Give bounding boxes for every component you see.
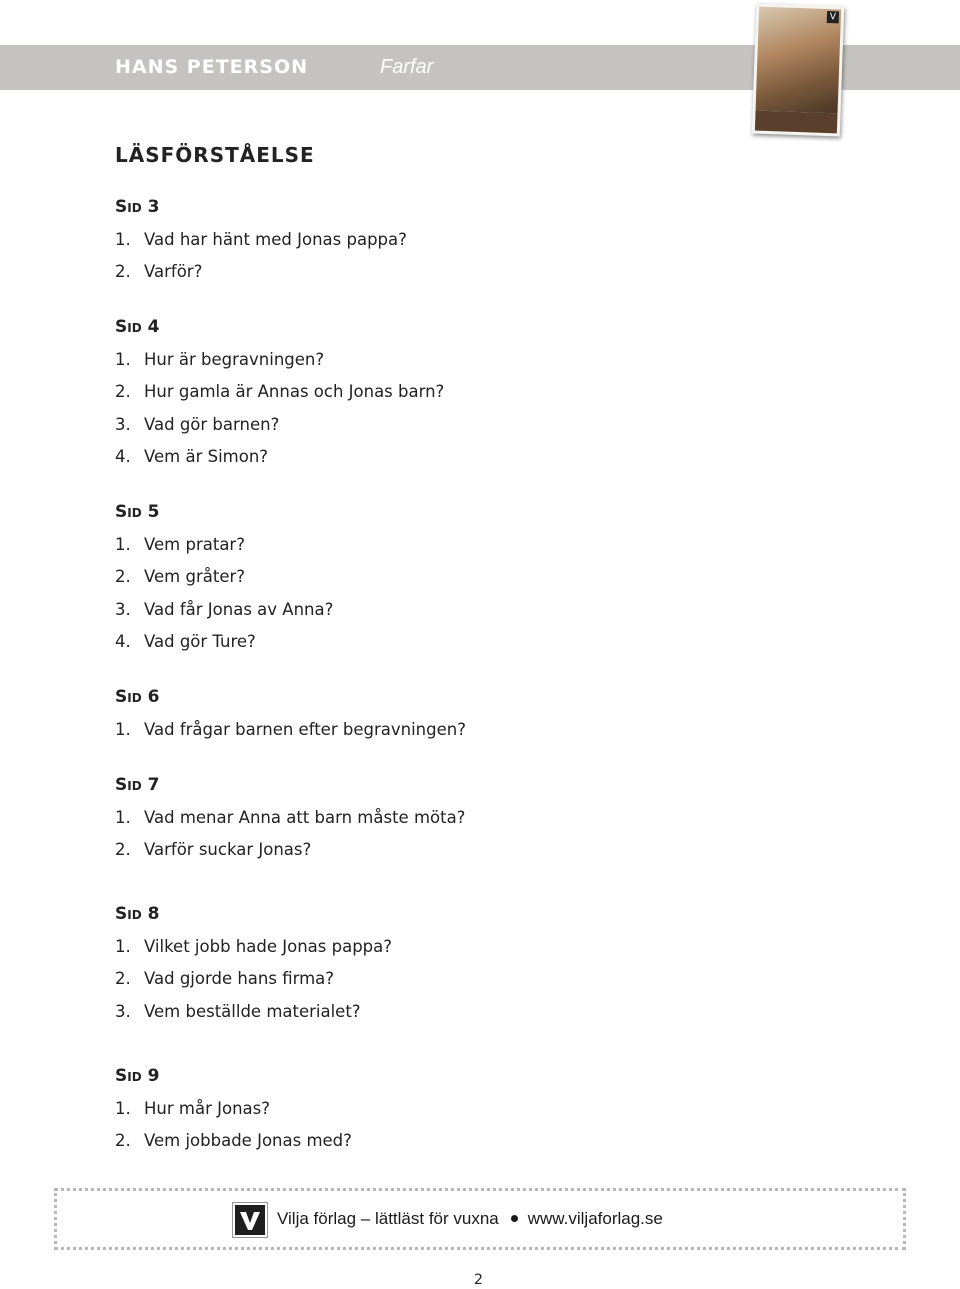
vilja-logo-icon xyxy=(233,1203,267,1237)
section-label: Sid 5 xyxy=(115,502,160,522)
question-item: 1. Hur mår Jonas? xyxy=(115,1099,270,1118)
publisher-name: Vilja förlag – lättläst för vuxna xyxy=(277,1209,499,1228)
section-label: Sid 7 xyxy=(115,775,160,795)
author-name: HANS PETERSON xyxy=(115,56,309,78)
footer-text xyxy=(277,1209,663,1229)
page-number: 2 xyxy=(474,1272,483,1288)
question-item: 2. Vad gjorde hans firma? xyxy=(115,969,335,988)
question-item: 1. Vilket jobb hade Jonas pappa? xyxy=(115,937,393,956)
question-item: 4. Vad gör Ture? xyxy=(115,632,256,651)
book-cover-thumbnail xyxy=(752,4,844,137)
website-link[interactable]: www.viljaforlag.se xyxy=(527,1209,663,1228)
vilja-logo-icon: V xyxy=(827,11,839,23)
question-item: 3. Vad får Jonas av Anna? xyxy=(115,600,334,619)
question-item: 1. Hur är begravningen? xyxy=(115,350,325,369)
cover-image xyxy=(756,7,842,114)
question-item: 1. Vad menar Anna att barn måste möta? xyxy=(115,808,466,827)
cover-title-strip xyxy=(755,111,838,134)
question-item: 1. Vad frågar barnen efter begravningen? xyxy=(115,720,466,739)
question-item: 4. Vem är Simon? xyxy=(115,447,269,466)
question-item: 2. Vem jobbade Jonas med? xyxy=(115,1131,352,1150)
question-item: 2. Varför suckar Jonas? xyxy=(115,840,312,859)
section-label: Sid 8 xyxy=(115,904,160,924)
section-label: Sid 6 xyxy=(115,687,160,707)
question-item: 1. Vem pratar? xyxy=(115,535,245,554)
bullet-icon xyxy=(511,1215,518,1222)
section-heading: LÄSFÖRSTÅELSE xyxy=(115,143,315,167)
question-item: 1. Vad har hänt med Jonas pappa? xyxy=(115,230,407,249)
section-label: Sid 4 xyxy=(115,317,160,337)
question-item: 2. Varför? xyxy=(115,262,203,281)
question-item: 3. Vem beställde materialet? xyxy=(115,1002,361,1021)
question-item: 3. Vad gör barnen? xyxy=(115,415,280,434)
book-title: Farfar xyxy=(380,56,434,78)
question-item: 2. Vem gråter? xyxy=(115,567,246,586)
question-item: 2. Hur gamla är Annas och Jonas barn? xyxy=(115,382,445,401)
section-label: Sid 9 xyxy=(115,1066,160,1086)
section-label: Sid 3 xyxy=(115,197,160,217)
